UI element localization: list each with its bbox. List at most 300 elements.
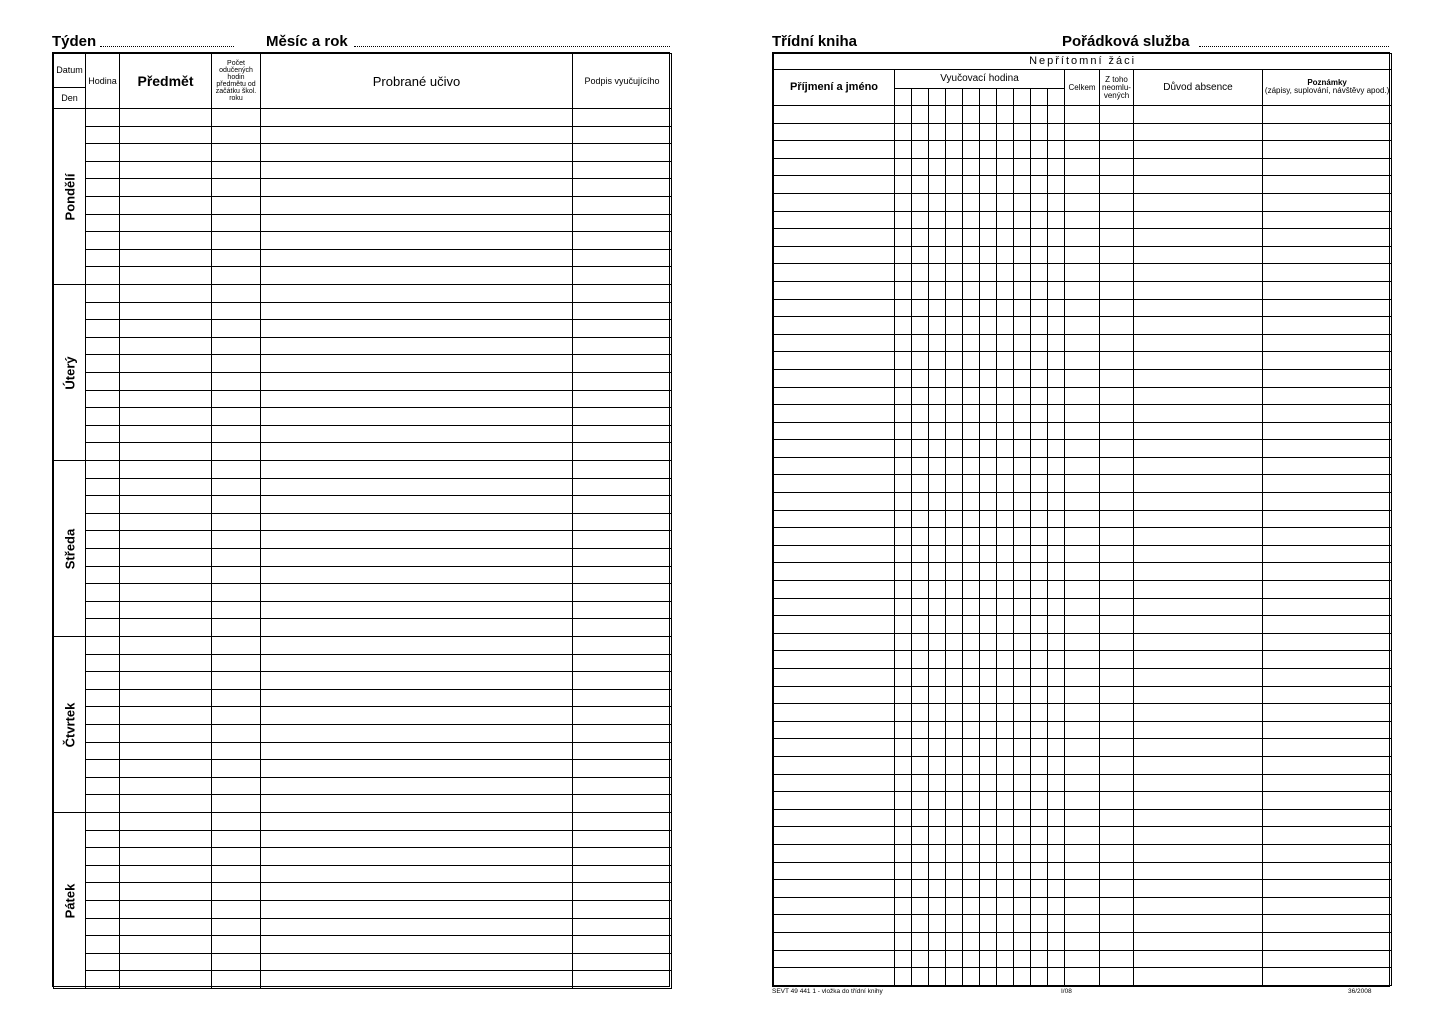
- notes-cell[interactable]: [1263, 193, 1392, 211]
- name-cell[interactable]: [774, 651, 895, 669]
- subject-cell[interactable]: [120, 215, 211, 233]
- name-cell[interactable]: [774, 704, 895, 722]
- lesson-cell[interactable]: [1048, 193, 1065, 211]
- reason-cell[interactable]: [1134, 334, 1263, 352]
- subject-cell[interactable]: [120, 637, 211, 655]
- lesson-cell[interactable]: [1014, 756, 1031, 774]
- subject-cell[interactable]: [120, 531, 211, 549]
- subject-cell[interactable]: [120, 479, 211, 497]
- name-cell[interactable]: [774, 264, 895, 282]
- reason-cell[interactable]: [1134, 950, 1263, 968]
- lesson-cell[interactable]: [1031, 405, 1048, 423]
- lesson-cell[interactable]: [963, 176, 980, 194]
- topic-cell[interactable]: [261, 391, 572, 409]
- lesson-cell[interactable]: [929, 422, 946, 440]
- signature-cell[interactable]: [573, 936, 671, 954]
- lesson-cell[interactable]: [980, 774, 997, 792]
- signature-cell[interactable]: [573, 795, 671, 812]
- lesson-cell[interactable]: [895, 317, 912, 335]
- name-cell[interactable]: [774, 792, 895, 810]
- lesson-cell[interactable]: [912, 405, 929, 423]
- lesson-cell[interactable]: [1048, 950, 1065, 968]
- lesson-cell[interactable]: [980, 352, 997, 370]
- lesson-cell[interactable]: [929, 457, 946, 475]
- unexcused-cell[interactable]: [1100, 352, 1134, 370]
- lesson-cell[interactable]: [1014, 897, 1031, 915]
- subject-cell[interactable]: [120, 285, 211, 303]
- lesson-cell[interactable]: [946, 457, 963, 475]
- reason-cell[interactable]: [1134, 862, 1263, 880]
- lesson-cell[interactable]: [963, 158, 980, 176]
- signature-cell[interactable]: [573, 690, 671, 708]
- lesson-cell[interactable]: [929, 211, 946, 229]
- signature-cell[interactable]: [573, 443, 671, 460]
- lesson-cell[interactable]: [912, 704, 929, 722]
- lesson-count-cell[interactable]: [212, 901, 260, 919]
- notes-cell[interactable]: [1263, 334, 1392, 352]
- lesson-cell[interactable]: [1014, 369, 1031, 387]
- total-cell[interactable]: [1065, 475, 1100, 493]
- lesson-cell[interactable]: [1014, 176, 1031, 194]
- lesson-cell[interactable]: [1014, 106, 1031, 124]
- lesson-cell[interactable]: [1014, 457, 1031, 475]
- lesson-count-cell[interactable]: [212, 936, 260, 954]
- lesson-cell[interactable]: [929, 651, 946, 669]
- total-cell[interactable]: [1065, 545, 1100, 563]
- signature-cell[interactable]: [573, 426, 671, 444]
- signature-cell[interactable]: [573, 355, 671, 373]
- lesson-cell[interactable]: [1031, 721, 1048, 739]
- lesson-cell[interactable]: [912, 264, 929, 282]
- unexcused-cell[interactable]: [1100, 809, 1134, 827]
- reason-cell[interactable]: [1134, 352, 1263, 370]
- lesson-cell[interactable]: [946, 950, 963, 968]
- lesson-cell[interactable]: [980, 440, 997, 458]
- lesson-cell[interactable]: [1031, 880, 1048, 898]
- lesson-cell[interactable]: [963, 545, 980, 563]
- lesson-cell[interactable]: [997, 686, 1014, 704]
- lesson-cell[interactable]: [980, 317, 997, 335]
- hour-cell[interactable]: [86, 743, 119, 761]
- hour-cell[interactable]: [86, 971, 119, 988]
- lesson-cell[interactable]: [963, 528, 980, 546]
- lesson-count-cell[interactable]: [212, 584, 260, 602]
- lesson-cell[interactable]: [946, 246, 963, 264]
- lesson-cell[interactable]: [1014, 774, 1031, 792]
- lesson-cell[interactable]: [1048, 422, 1065, 440]
- unexcused-cell[interactable]: [1100, 563, 1134, 581]
- name-cell[interactable]: [774, 246, 895, 264]
- topic-cell[interactable]: [261, 954, 572, 972]
- lesson-cell[interactable]: [1014, 264, 1031, 282]
- lesson-count-cell[interactable]: [212, 743, 260, 761]
- name-cell[interactable]: [774, 581, 895, 599]
- subject-cell[interactable]: [120, 496, 211, 514]
- notes-cell[interactable]: [1263, 352, 1392, 370]
- lesson-cell[interactable]: [980, 563, 997, 581]
- hour-cell[interactable]: [86, 584, 119, 602]
- lesson-cell[interactable]: [1048, 809, 1065, 827]
- lesson-cell[interactable]: [1048, 475, 1065, 493]
- unexcused-cell[interactable]: [1100, 897, 1134, 915]
- unexcused-cell[interactable]: [1100, 651, 1134, 669]
- lesson-cell[interactable]: [1048, 651, 1065, 669]
- topic-cell[interactable]: [261, 285, 572, 303]
- lesson-cell[interactable]: [895, 968, 912, 986]
- notes-cell[interactable]: [1263, 633, 1392, 651]
- lesson-cell[interactable]: [1014, 581, 1031, 599]
- lesson-cell[interactable]: [1048, 141, 1065, 159]
- lesson-cell[interactable]: [1014, 211, 1031, 229]
- total-cell[interactable]: [1065, 264, 1100, 282]
- topic-cell[interactable]: [261, 303, 572, 321]
- notes-cell[interactable]: [1263, 369, 1392, 387]
- lesson-cell[interactable]: [946, 299, 963, 317]
- lesson-cell[interactable]: [1048, 774, 1065, 792]
- topic-cell[interactable]: [261, 162, 572, 180]
- lesson-cell[interactable]: [963, 897, 980, 915]
- unexcused-cell[interactable]: [1100, 229, 1134, 247]
- lesson-cell[interactable]: [929, 528, 946, 546]
- lesson-cell[interactable]: [1014, 616, 1031, 634]
- lesson-cell[interactable]: [1014, 862, 1031, 880]
- name-cell[interactable]: [774, 774, 895, 792]
- lesson-count-cell[interactable]: [212, 320, 260, 338]
- lesson-cell[interactable]: [946, 334, 963, 352]
- lesson-cell[interactable]: [895, 862, 912, 880]
- notes-cell[interactable]: [1263, 844, 1392, 862]
- reason-cell[interactable]: [1134, 493, 1263, 511]
- notes-cell[interactable]: [1263, 598, 1392, 616]
- lesson-cell[interactable]: [963, 405, 980, 423]
- subject-cell[interactable]: [120, 109, 211, 127]
- lesson-cell[interactable]: [895, 510, 912, 528]
- notes-cell[interactable]: [1263, 686, 1392, 704]
- lesson-cell[interactable]: [912, 739, 929, 757]
- topic-cell[interactable]: [261, 373, 572, 391]
- lesson-cell[interactable]: [963, 493, 980, 511]
- lesson-cell[interactable]: [929, 756, 946, 774]
- lesson-cell[interactable]: [946, 387, 963, 405]
- lesson-cell[interactable]: [929, 880, 946, 898]
- lesson-cell[interactable]: [980, 334, 997, 352]
- signature-cell[interactable]: [573, 971, 671, 988]
- signature-cell[interactable]: [573, 127, 671, 145]
- hour-cell[interactable]: [86, 760, 119, 778]
- lesson-cell[interactable]: [946, 915, 963, 933]
- unexcused-cell[interactable]: [1100, 774, 1134, 792]
- reason-cell[interactable]: [1134, 246, 1263, 264]
- lesson-cell[interactable]: [895, 264, 912, 282]
- lesson-cell[interactable]: [963, 281, 980, 299]
- lesson-cell[interactable]: [1031, 581, 1048, 599]
- subject-cell[interactable]: [120, 391, 211, 409]
- topic-cell[interactable]: [261, 232, 572, 250]
- lesson-cell[interactable]: [929, 616, 946, 634]
- lesson-cell[interactable]: [997, 106, 1014, 124]
- lesson-cell[interactable]: [929, 827, 946, 845]
- lesson-cell[interactable]: [912, 686, 929, 704]
- reason-cell[interactable]: [1134, 264, 1263, 282]
- topic-cell[interactable]: [261, 901, 572, 919]
- signature-cell[interactable]: [573, 514, 671, 532]
- total-cell[interactable]: [1065, 193, 1100, 211]
- lesson-cell[interactable]: [929, 774, 946, 792]
- hour-cell[interactable]: [86, 531, 119, 549]
- lesson-cell[interactable]: [895, 369, 912, 387]
- lesson-cell[interactable]: [997, 950, 1014, 968]
- notes-cell[interactable]: [1263, 669, 1392, 687]
- total-cell[interactable]: [1065, 827, 1100, 845]
- lesson-count-cell[interactable]: [212, 690, 260, 708]
- lesson-cell[interactable]: [1031, 598, 1048, 616]
- hour-cell[interactable]: [86, 197, 119, 215]
- notes-cell[interactable]: [1263, 211, 1392, 229]
- lesson-cell[interactable]: [1031, 915, 1048, 933]
- reason-cell[interactable]: [1134, 756, 1263, 774]
- hour-cell[interactable]: [86, 162, 119, 180]
- lesson-cell[interactable]: [912, 897, 929, 915]
- lesson-cell[interactable]: [980, 123, 997, 141]
- lesson-cell[interactable]: [929, 739, 946, 757]
- lesson-cell[interactable]: [963, 369, 980, 387]
- duty-field[interactable]: [1199, 46, 1389, 47]
- total-cell[interactable]: [1065, 897, 1100, 915]
- lesson-cell[interactable]: [895, 809, 912, 827]
- lesson-cell[interactable]: [929, 440, 946, 458]
- hour-cell[interactable]: [86, 355, 119, 373]
- lesson-cell[interactable]: [997, 457, 1014, 475]
- lesson-count-cell[interactable]: [212, 443, 260, 460]
- notes-cell[interactable]: [1263, 440, 1392, 458]
- unexcused-cell[interactable]: [1100, 211, 1134, 229]
- lesson-cell[interactable]: [946, 616, 963, 634]
- subject-cell[interactable]: [120, 760, 211, 778]
- subject-cell[interactable]: [120, 813, 211, 831]
- lesson-cell[interactable]: [895, 211, 912, 229]
- lesson-cell[interactable]: [895, 897, 912, 915]
- notes-cell[interactable]: [1263, 897, 1392, 915]
- lesson-cell[interactable]: [912, 844, 929, 862]
- reason-cell[interactable]: [1134, 915, 1263, 933]
- lesson-cell[interactable]: [946, 721, 963, 739]
- subject-cell[interactable]: [120, 602, 211, 620]
- lesson-cell[interactable]: [912, 440, 929, 458]
- hour-cell[interactable]: [86, 391, 119, 409]
- lesson-cell[interactable]: [963, 246, 980, 264]
- lesson-cell[interactable]: [946, 897, 963, 915]
- hour-cell[interactable]: [86, 320, 119, 338]
- reason-cell[interactable]: [1134, 809, 1263, 827]
- lesson-cell[interactable]: [980, 299, 997, 317]
- lesson-cell[interactable]: [1014, 493, 1031, 511]
- signature-cell[interactable]: [573, 778, 671, 796]
- lesson-cell[interactable]: [912, 809, 929, 827]
- reason-cell[interactable]: [1134, 932, 1263, 950]
- reason-cell[interactable]: [1134, 440, 1263, 458]
- lesson-cell[interactable]: [929, 493, 946, 511]
- lesson-cell[interactable]: [946, 422, 963, 440]
- lesson-cell[interactable]: [895, 246, 912, 264]
- topic-cell[interactable]: [261, 338, 572, 356]
- lesson-cell[interactable]: [895, 633, 912, 651]
- lesson-cell[interactable]: [997, 334, 1014, 352]
- lesson-count-cell[interactable]: [212, 479, 260, 497]
- lesson-cell[interactable]: [946, 968, 963, 986]
- signature-cell[interactable]: [573, 267, 671, 284]
- reason-cell[interactable]: [1134, 158, 1263, 176]
- lesson-cell[interactable]: [929, 369, 946, 387]
- lesson-cell[interactable]: [1031, 932, 1048, 950]
- name-cell[interactable]: [774, 106, 895, 124]
- signature-cell[interactable]: [573, 831, 671, 849]
- lesson-cell[interactable]: [946, 704, 963, 722]
- hour-cell[interactable]: [86, 919, 119, 937]
- signature-cell[interactable]: [573, 707, 671, 725]
- lesson-cell[interactable]: [1048, 246, 1065, 264]
- lesson-cell[interactable]: [929, 405, 946, 423]
- lesson-cell[interactable]: [1031, 422, 1048, 440]
- subject-cell[interactable]: [120, 127, 211, 145]
- signature-cell[interactable]: [573, 619, 671, 636]
- notes-cell[interactable]: [1263, 281, 1392, 299]
- topic-cell[interactable]: [261, 197, 572, 215]
- subject-cell[interactable]: [120, 197, 211, 215]
- signature-cell[interactable]: [573, 215, 671, 233]
- notes-cell[interactable]: [1263, 880, 1392, 898]
- signature-cell[interactable]: [573, 549, 671, 567]
- lesson-cell[interactable]: [895, 422, 912, 440]
- lesson-cell[interactable]: [997, 352, 1014, 370]
- reason-cell[interactable]: [1134, 704, 1263, 722]
- name-cell[interactable]: [774, 950, 895, 968]
- lesson-cell[interactable]: [1048, 563, 1065, 581]
- lesson-cell[interactable]: [1048, 598, 1065, 616]
- subject-cell[interactable]: [120, 619, 211, 636]
- total-cell[interactable]: [1065, 334, 1100, 352]
- subject-cell[interactable]: [120, 919, 211, 937]
- lesson-cell[interactable]: [895, 844, 912, 862]
- lesson-cell[interactable]: [1048, 968, 1065, 986]
- lesson-count-cell[interactable]: [212, 179, 260, 197]
- lesson-cell[interactable]: [963, 193, 980, 211]
- lesson-cell[interactable]: [997, 141, 1014, 159]
- lesson-cell[interactable]: [980, 141, 997, 159]
- lesson-cell[interactable]: [912, 281, 929, 299]
- notes-cell[interactable]: [1263, 545, 1392, 563]
- subject-cell[interactable]: [120, 655, 211, 673]
- lesson-cell[interactable]: [895, 493, 912, 511]
- lesson-cell[interactable]: [895, 106, 912, 124]
- hour-cell[interactable]: [86, 285, 119, 303]
- topic-cell[interactable]: [261, 179, 572, 197]
- subject-cell[interactable]: [120, 373, 211, 391]
- lesson-cell[interactable]: [980, 844, 997, 862]
- lesson-count-cell[interactable]: [212, 848, 260, 866]
- lesson-cell[interactable]: [997, 440, 1014, 458]
- lesson-cell[interactable]: [946, 651, 963, 669]
- name-cell[interactable]: [774, 633, 895, 651]
- hour-cell[interactable]: [86, 461, 119, 479]
- subject-cell[interactable]: [120, 514, 211, 532]
- lesson-cell[interactable]: [1048, 299, 1065, 317]
- hour-cell[interactable]: [86, 479, 119, 497]
- total-cell[interactable]: [1065, 616, 1100, 634]
- lesson-cell[interactable]: [895, 193, 912, 211]
- total-cell[interactable]: [1065, 299, 1100, 317]
- name-cell[interactable]: [774, 528, 895, 546]
- unexcused-cell[interactable]: [1100, 545, 1134, 563]
- lesson-cell[interactable]: [946, 545, 963, 563]
- lesson-cell[interactable]: [1014, 317, 1031, 335]
- lesson-cell[interactable]: [1014, 475, 1031, 493]
- lesson-cell[interactable]: [997, 915, 1014, 933]
- lesson-cell[interactable]: [1048, 405, 1065, 423]
- lesson-cell[interactable]: [997, 897, 1014, 915]
- lesson-cell[interactable]: [1031, 844, 1048, 862]
- lesson-cell[interactable]: [912, 246, 929, 264]
- total-cell[interactable]: [1065, 968, 1100, 986]
- lesson-cell[interactable]: [912, 968, 929, 986]
- total-cell[interactable]: [1065, 598, 1100, 616]
- subject-cell[interactable]: [120, 443, 211, 460]
- reason-cell[interactable]: [1134, 193, 1263, 211]
- notes-cell[interactable]: [1263, 950, 1392, 968]
- hour-cell[interactable]: [86, 373, 119, 391]
- lesson-cell[interactable]: [980, 581, 997, 599]
- lesson-cell[interactable]: [980, 686, 997, 704]
- total-cell[interactable]: [1065, 123, 1100, 141]
- lesson-cell[interactable]: [929, 352, 946, 370]
- lesson-cell[interactable]: [963, 475, 980, 493]
- signature-cell[interactable]: [573, 162, 671, 180]
- lesson-cell[interactable]: [1048, 352, 1065, 370]
- unexcused-cell[interactable]: [1100, 739, 1134, 757]
- total-cell[interactable]: [1065, 387, 1100, 405]
- name-cell[interactable]: [774, 862, 895, 880]
- topic-cell[interactable]: [261, 743, 572, 761]
- lesson-cell[interactable]: [946, 792, 963, 810]
- lesson-cell[interactable]: [946, 686, 963, 704]
- unexcused-cell[interactable]: [1100, 246, 1134, 264]
- reason-cell[interactable]: [1134, 299, 1263, 317]
- lesson-count-cell[interactable]: [212, 461, 260, 479]
- notes-cell[interactable]: [1263, 387, 1392, 405]
- lesson-cell[interactable]: [912, 669, 929, 687]
- lesson-cell[interactable]: [912, 334, 929, 352]
- name-cell[interactable]: [774, 193, 895, 211]
- signature-cell[interactable]: [573, 883, 671, 901]
- topic-cell[interactable]: [261, 426, 572, 444]
- lesson-cell[interactable]: [912, 369, 929, 387]
- reason-cell[interactable]: [1134, 651, 1263, 669]
- lesson-count-cell[interactable]: [212, 760, 260, 778]
- name-cell[interactable]: [774, 827, 895, 845]
- hour-cell[interactable]: [86, 795, 119, 812]
- reason-cell[interactable]: [1134, 686, 1263, 704]
- lesson-cell[interactable]: [963, 721, 980, 739]
- name-cell[interactable]: [774, 440, 895, 458]
- signature-cell[interactable]: [573, 285, 671, 303]
- hour-cell[interactable]: [86, 936, 119, 954]
- lesson-cell[interactable]: [963, 264, 980, 282]
- lesson-cell[interactable]: [1031, 123, 1048, 141]
- signature-cell[interactable]: [573, 919, 671, 937]
- unexcused-cell[interactable]: [1100, 264, 1134, 282]
- reason-cell[interactable]: [1134, 563, 1263, 581]
- subject-cell[interactable]: [120, 408, 211, 426]
- week-field[interactable]: [100, 46, 234, 47]
